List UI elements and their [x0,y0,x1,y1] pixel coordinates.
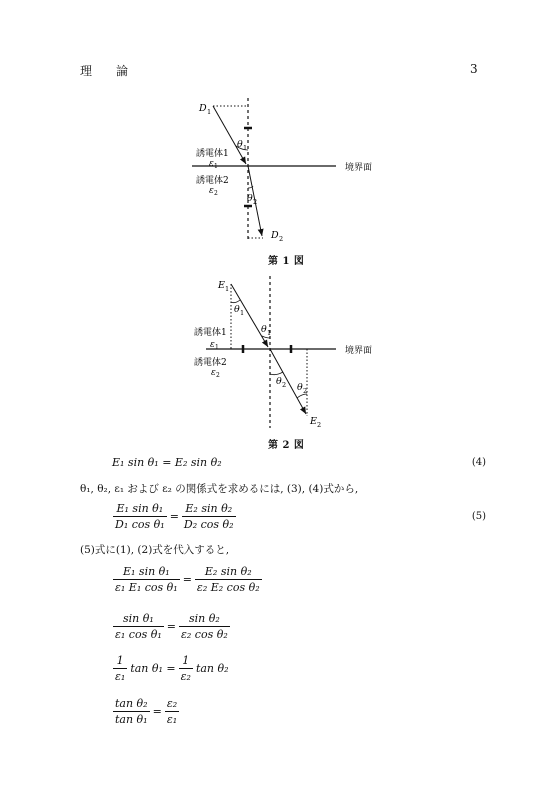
theta2-label-b: θ [297,382,303,393]
e1-vector [231,284,268,347]
header-title: 理 論 [80,64,129,78]
svg-text:ε: ε [211,368,216,378]
svg-text:2: 2 [279,235,284,243]
figure-2-diagram [0,272,560,432]
svg-text:1: 1 [267,329,272,337]
derivation-step-4: $\frac{\text{tan θ₂}}{\text{tan θ₁}}$ = $\frac{\text{ε₂}}{\text{ε₁}}$ [115,697,178,726]
svg-text:1: 1 [215,344,219,351]
figure-1-caption: 第 1 図 [268,256,305,267]
theta2-label: θ [247,193,253,204]
svg-text:ε: ε [209,186,214,196]
svg-text:2: 2 [303,387,308,395]
medium1-label-2: 誘電体1 [194,328,227,338]
equation-5: $\frac{\text{E₁ sin θ₁}}{\text{D₁ cos θ₁}}$ = $\frac{\text{E₂ sin θ₂}}{\text{D₂ cos θ₂}}$ [115,502,234,531]
svg-text:2: 2 [253,198,258,206]
svg-text:1: 1 [243,144,248,152]
relation-intro-text: θ₁, θ₂, ε₁ および ε₂ の関係式を求めるには, (3), (4)式から, [80,483,359,495]
equation-5-number: (5) [471,511,486,522]
derivation-step-3: $\frac{1}{\text{ε₁}}$ tan θ₁ = $\frac{1}{\text{ε₂}}$ tan θ₂ [115,654,229,683]
e1-label: E [218,280,225,291]
svg-text:ε: ε [210,340,215,350]
boundary-label-2: 境界面 [345,346,373,356]
equation-4: E₁ sin θ₁ = E₂ sin θ₂ [112,456,222,469]
svg-text:1: 1 [240,309,245,317]
derivation-step-1: $\frac{\text{E₁ sin θ₁}}{\text{ε₁ E₁ cos θ₁}}$ = $\frac{\text{E₂ sin θ₂}}{\text{ε₂ E₂ cos θ₂}}$ [115,565,260,594]
svg-text:2: 2 [216,372,220,379]
theta1-label-b: θ [261,324,267,335]
svg-text:1: 1 [214,163,218,170]
medium2-label-2: 誘電体2 [194,358,227,368]
medium1-label: 誘電体1 [196,149,229,159]
svg-text:2: 2 [282,381,287,389]
svg-text:1: 1 [207,108,212,116]
theta1-label: θ [237,139,243,150]
medium2-label: 誘電体2 [196,176,229,186]
boundary-label: 境界面 [345,163,373,173]
svg-text:1: 1 [225,285,230,293]
e2-label: E [310,416,317,427]
svg-text:ε: ε [209,159,214,169]
svg-text:2: 2 [214,190,218,197]
d2-label: D [271,230,279,241]
substitution-text: (5)式に(1), (2)式を代入すると, [80,544,230,556]
theta1-label-a: θ [234,304,240,315]
svg-text:2: 2 [317,421,322,429]
derivation-step-2: $\frac{\text{sin θ₁}}{\text{ε₁ cos θ₁}}$ = $\frac{\text{sin θ₂}}{\text{ε₂ cos θ₂}}$ [115,612,228,641]
d1-label: D [199,103,207,114]
page-number: 3 [470,62,478,76]
figure-2-caption: 第 2 図 [268,440,305,451]
equation-4-number: (4) [471,457,486,468]
theta2-label-a: θ [276,376,282,387]
figure-1-diagram [0,90,560,250]
